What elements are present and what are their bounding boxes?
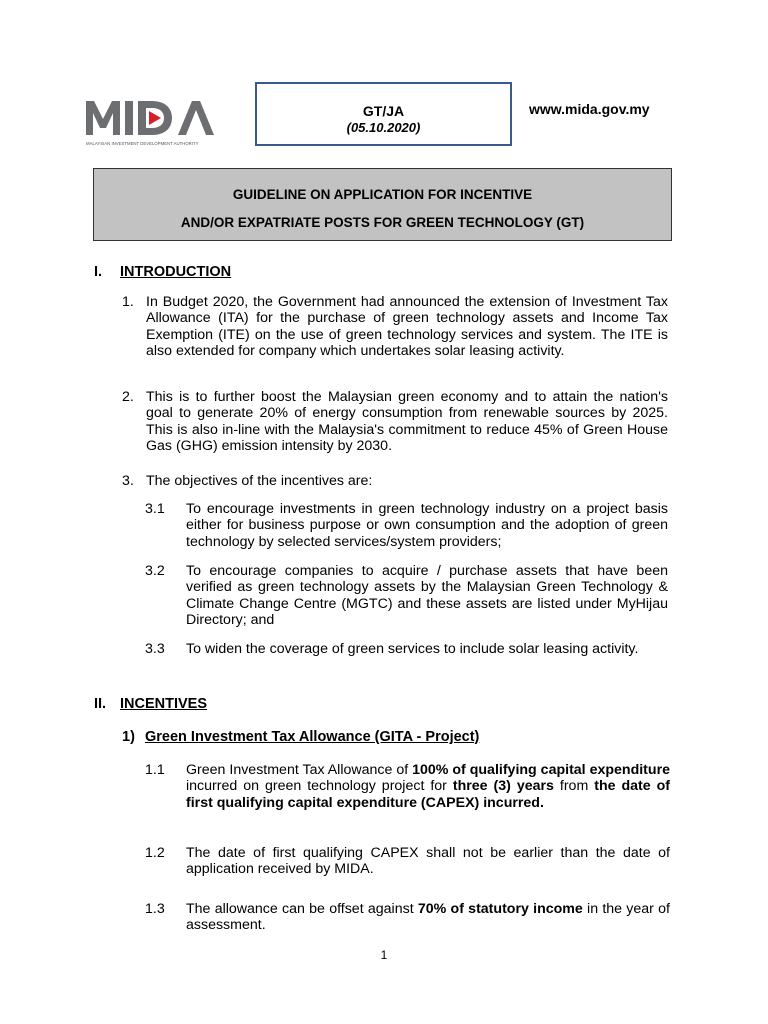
objective-3-2: To encourage companies to acquire / purchase assets that have been verified as green technology assets by the Malaysian Green Technology & Climate Change Centre (MGTC) and these assets are listed under MyHijau Directory; and	[186, 563, 668, 628]
mida-logo	[86, 99, 226, 147]
section-number: I.	[94, 264, 103, 280]
objective-number: 3.1	[145, 501, 165, 517]
intro-paragraph-3: The objectives of the incentives are:	[146, 473, 373, 489]
incentive-item-1-3: The allowance can be offset against 70% of statutory income in the year of assessment.	[186, 901, 670, 934]
paragraph-number: 2.	[122, 389, 134, 405]
reference-box	[255, 82, 512, 146]
document-title-box	[93, 168, 672, 241]
page-number: 1	[380, 948, 388, 962]
reference-code: GT/JA	[362, 103, 405, 119]
objective-number: 3.2	[145, 563, 165, 579]
objective-number: 3.3	[145, 641, 165, 657]
subsection-heading-gita-project: Green Investment Tax Allowance (GITA - Project)	[145, 729, 480, 745]
reference-date: (05.10.2020)	[346, 120, 421, 135]
svg-text:MALAYSIAN INVESTMENT DEVELOPME: MALAYSIAN INVESTMENT DEVELOPMENT AUTHORITY	[86, 141, 199, 146]
incentive-item-1-2: The date of first qualifying CAPEX shall not be earlier than the date of application received by MIDA.	[186, 845, 670, 878]
document-title-line-1: GUIDELINE ON APPLICATION FOR INCENTIVE	[232, 187, 533, 202]
intro-paragraph-2: This is to further boost the Malaysian green economy and to attain the nation's goal to generate 20% of energy consumption from renewable sources by 2025. This is also in-line with the Malaysia's commitment to reduce 45% of Green House Gas (GHG) emission intensity by 2030.	[146, 389, 668, 454]
mida-logo-graphic	[86, 99, 226, 147]
incentive-item-1-1: Green Investment Tax Allowance of 100% of qualifying capital expenditure incurred on green technology project for three (3) years from the date of first qualifying capital expenditure (CAPEX) incurred.	[186, 762, 671, 811]
section-heading-introduction: INTRODUCTION	[120, 264, 232, 280]
objective-3-3: To widen the coverage of green services to include solar leasing activity.	[186, 641, 639, 657]
subsection-number: 1)	[122, 729, 135, 745]
item-number: 1.2	[145, 845, 165, 861]
website-url[interactable]: www.mida.gov.my	[529, 101, 650, 117]
section-heading-incentives: INCENTIVES	[120, 696, 208, 712]
objective-3-1: To encourage investments in green technology industry on a project basis either for business purpose or own consumption and the adoption of green technology by selected services/system providers;	[186, 501, 668, 550]
item-number: 1.3	[145, 901, 165, 917]
document-title-line-2: AND/OR EXPATRIATE POSTS FOR GREEN TECHNOLOGY (GT)	[180, 215, 585, 230]
paragraph-number: 3.	[122, 473, 134, 489]
paragraph-number: 1.	[122, 294, 134, 310]
section-number: II.	[94, 696, 107, 712]
item-number: 1.1	[145, 762, 165, 778]
intro-paragraph-1: In Budget 2020, the Government had announced the extension of Investment Tax Allowance (ITA) for the purchase of green technology assets and Income Tax Exemption (ITE) on the use of green technology services and system. The ITE is also extended for company which undertakes solar leasing activity.	[146, 294, 668, 359]
